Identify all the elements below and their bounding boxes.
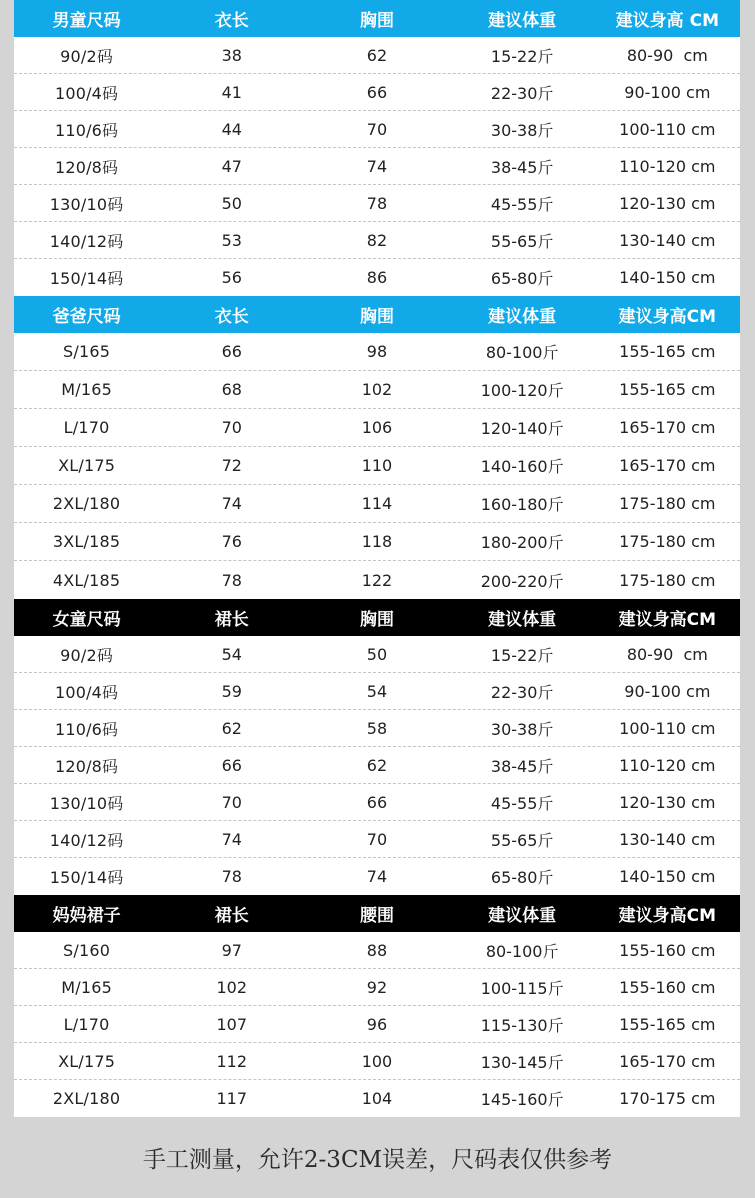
size-cell: 2XL/180: [52, 1089, 121, 1108]
weight-cell: 65-80斤: [490, 868, 554, 887]
weight-cell: 22-30斤: [490, 682, 554, 702]
moms-size-section: [14, 895, 740, 1117]
size-cell: 90/2码: [60, 46, 114, 66]
height-cell: 90-100 cm: [624, 681, 711, 701]
table-row: [14, 673, 740, 710]
size-cell: S/160: [63, 940, 111, 960]
table-row: [14, 485, 740, 523]
length-cell: 56: [221, 268, 242, 287]
chest-cell: 98: [366, 342, 388, 361]
header-cell: 裙长: [214, 610, 249, 630]
header-cell: 女童尺码: [52, 610, 121, 630]
header-cell: 衣长: [214, 11, 249, 31]
length-cell: 47: [221, 156, 242, 176]
chest-cell: 62: [366, 45, 388, 65]
length-cell: 66: [221, 755, 242, 775]
weight-cell: 160-180斤: [480, 495, 564, 514]
waist-cell: 88: [366, 940, 388, 960]
height-cell: 155-160 cm: [619, 940, 716, 960]
chest-cell: 114: [361, 494, 393, 513]
size-cell: L/170: [63, 1014, 110, 1034]
table-row: [14, 37, 740, 74]
measurement-disclaimer: 手工测量，允许2-3CM误差，尺码表仅供参考: [142, 1147, 613, 1173]
chest-cell: 70: [366, 119, 388, 139]
height-cell: 110-120 cm: [619, 156, 716, 176]
size-cell: 100/4码: [54, 682, 119, 702]
size-cell: 150/14码: [49, 269, 124, 288]
height-cell: 120-130 cm: [619, 792, 716, 812]
chest-cell: 106: [361, 418, 393, 437]
table-row: [14, 409, 740, 447]
length-cell: 112: [216, 1051, 248, 1071]
moms-header-row: [14, 895, 740, 932]
header-cell: 建议体重: [488, 307, 557, 327]
size-cell: 130/10码: [49, 793, 124, 813]
size-cell: 150/14码: [49, 868, 124, 887]
weight-cell: 140-160斤: [480, 457, 564, 476]
size-cell: 90/2码: [60, 645, 114, 665]
weight-cell: 15-22斤: [490, 645, 554, 665]
size-cell: XL/175: [58, 1051, 116, 1071]
table-row: [14, 185, 740, 222]
header-cell: 衣长: [214, 307, 249, 327]
height-cell: 100-110 cm: [619, 119, 716, 139]
table-row: [14, 222, 740, 259]
length-cell: 70: [221, 418, 242, 437]
weight-cell: 130-145斤: [480, 1052, 564, 1072]
header-cell: 爸爸尺码: [52, 307, 121, 327]
chest-cell: 50: [366, 644, 388, 664]
table-row: [14, 858, 740, 895]
size-cell: 120/8码: [54, 756, 119, 776]
chest-cell: 74: [366, 867, 388, 886]
length-cell: 44: [221, 119, 242, 139]
size-chart: [14, 0, 740, 1117]
table-row: [14, 111, 740, 148]
length-cell: 38: [221, 45, 242, 65]
chest-cell: 74: [366, 156, 388, 176]
table-row: [14, 747, 740, 784]
size-cell: 120/8码: [54, 157, 119, 177]
size-cell: 3XL/185: [52, 532, 121, 551]
chest-cell: 102: [361, 380, 393, 399]
table-row: [14, 821, 740, 858]
weight-cell: 200-220斤: [480, 571, 564, 591]
size-cell: 2XL/180: [52, 494, 121, 513]
header-cell: 建议体重: [488, 610, 557, 630]
height-cell: 155-165 cm: [619, 1014, 716, 1034]
length-cell: 107: [216, 1014, 248, 1034]
header-cell: 胸围: [359, 307, 394, 327]
weight-cell: 115-130斤: [480, 1015, 564, 1035]
size-cell: XL/175: [58, 456, 116, 475]
boys-header-row: [14, 0, 740, 37]
height-cell: 155-160 cm: [619, 977, 716, 997]
header-cell: 腰围: [359, 906, 394, 926]
chest-cell: 54: [366, 681, 388, 701]
weight-cell: 145-160斤: [480, 1090, 564, 1109]
height-cell: 120-130 cm: [619, 193, 716, 213]
chest-cell: 58: [366, 718, 388, 738]
weight-cell: 65-80斤: [490, 269, 554, 288]
length-cell: 62: [221, 718, 242, 738]
table-row: [14, 636, 740, 673]
weight-cell: 55-65斤: [490, 830, 554, 850]
length-cell: 54: [221, 644, 242, 664]
table-row: [14, 371, 740, 409]
weight-cell: 38-45斤: [490, 756, 554, 776]
height-cell: 175-180 cm: [619, 532, 716, 551]
header-cell: 胸围: [359, 11, 394, 31]
height-cell: 165-170 cm: [619, 1051, 716, 1071]
waist-cell: 92: [366, 977, 388, 997]
girls-size-section: [14, 599, 740, 895]
table-row: [14, 1006, 740, 1043]
length-cell: 78: [221, 570, 242, 590]
boys-size-section: [14, 0, 740, 296]
weight-cell: 80-100斤: [485, 941, 559, 961]
size-cell: S/165: [63, 342, 111, 361]
height-cell: 130-140 cm: [619, 829, 716, 849]
size-cell: 100/4码: [54, 83, 119, 103]
table-row: [14, 784, 740, 821]
dads-header-row: [14, 296, 740, 333]
length-cell: 50: [221, 193, 242, 213]
length-cell: 117: [216, 1089, 248, 1108]
chest-cell: 66: [366, 82, 388, 102]
header-cell: 男童尺码: [52, 11, 121, 31]
header-cell: 建议身高CM: [618, 610, 717, 630]
chest-cell: 86: [366, 268, 388, 287]
chest-cell: 70: [366, 829, 388, 849]
size-cell: 110/6码: [54, 719, 119, 739]
waist-cell: 100: [361, 1051, 393, 1071]
size-cell: 140/12码: [49, 231, 124, 251]
weight-cell: 30-38斤: [490, 120, 554, 140]
height-cell: 155-165 cm: [619, 380, 716, 399]
height-cell: 165-170 cm: [619, 456, 716, 475]
weight-cell: 45-55斤: [490, 793, 554, 813]
table-row: [14, 561, 740, 599]
length-cell: 78: [221, 867, 242, 886]
weight-cell: 120-140斤: [480, 419, 564, 438]
chest-cell: 118: [361, 532, 393, 551]
height-cell: 140-150 cm: [619, 867, 716, 886]
length-cell: 97: [221, 940, 242, 960]
length-cell: 74: [221, 829, 242, 849]
length-cell: 66: [221, 342, 242, 361]
height-cell: 175-180 cm: [619, 570, 716, 590]
table-row: [14, 74, 740, 111]
header-cell: 妈妈裙子: [52, 906, 121, 926]
height-cell: 130-140 cm: [619, 230, 716, 250]
girls-header-row: [14, 599, 740, 636]
header-cell: 裙长: [214, 906, 249, 926]
table-row: [14, 932, 740, 969]
chest-cell: 66: [366, 792, 388, 812]
length-cell: 72: [221, 456, 242, 475]
table-row: [14, 148, 740, 185]
weight-cell: 55-65斤: [490, 231, 554, 251]
header-cell: 建议体重: [488, 906, 557, 926]
weight-cell: 15-22斤: [490, 46, 554, 66]
table-row: [14, 447, 740, 485]
length-cell: 102: [216, 977, 248, 997]
chest-cell: 62: [366, 755, 388, 775]
chest-cell: 122: [361, 570, 393, 590]
size-cell: 130/10码: [49, 194, 124, 214]
length-cell: 53: [221, 230, 242, 250]
waist-cell: 104: [361, 1089, 393, 1108]
height-cell: 90-100 cm: [624, 82, 711, 102]
size-cell: M/165: [61, 977, 112, 997]
height-cell: 165-170 cm: [619, 418, 716, 437]
length-cell: 41: [221, 82, 242, 102]
size-cell: M/165: [61, 380, 112, 399]
size-cell: L/170: [63, 418, 110, 437]
dads-size-section: [14, 296, 740, 599]
chest-cell: 78: [366, 193, 388, 213]
weight-cell: 38-45斤: [490, 157, 554, 177]
size-cell: 4XL/185: [52, 570, 121, 590]
height-cell: 80-90 cm: [626, 45, 708, 65]
table-row: [14, 523, 740, 561]
header-cell: 建议体重: [488, 11, 557, 31]
length-cell: 59: [221, 681, 242, 701]
length-cell: 74: [221, 494, 242, 513]
table-row: [14, 333, 740, 371]
weight-cell: 45-55斤: [490, 194, 554, 214]
weight-cell: 80-100斤: [485, 343, 559, 362]
header-cell: 建议身高CM: [618, 906, 717, 926]
height-cell: 155-165 cm: [619, 342, 716, 361]
weight-cell: 180-200斤: [480, 533, 564, 552]
weight-cell: 22-30斤: [490, 83, 554, 103]
chest-cell: 110: [361, 456, 393, 475]
table-row: [14, 1080, 740, 1117]
header-cell: 建议身高 CM: [615, 11, 719, 31]
height-cell: 140-150 cm: [619, 268, 716, 287]
height-cell: 175-180 cm: [619, 494, 716, 513]
height-cell: 170-175 cm: [619, 1089, 716, 1108]
size-cell: 140/12码: [49, 830, 124, 850]
header-cell: 建议身高CM: [618, 307, 717, 327]
table-row: [14, 710, 740, 747]
weight-cell: 100-120斤: [480, 381, 564, 400]
weight-cell: 100-115斤: [480, 978, 564, 998]
length-cell: 68: [221, 380, 242, 399]
height-cell: 100-110 cm: [619, 718, 716, 738]
height-cell: 80-90 cm: [626, 644, 708, 664]
header-cell: 胸围: [359, 610, 394, 630]
length-cell: 76: [221, 532, 242, 551]
waist-cell: 96: [366, 1014, 388, 1034]
length-cell: 70: [221, 792, 242, 812]
table-row: [14, 1043, 740, 1080]
chest-cell: 82: [366, 230, 388, 250]
height-cell: 110-120 cm: [619, 755, 716, 775]
table-row: [14, 259, 740, 296]
table-row: [14, 969, 740, 1006]
weight-cell: 30-38斤: [490, 719, 554, 739]
size-cell: 110/6码: [54, 120, 119, 140]
